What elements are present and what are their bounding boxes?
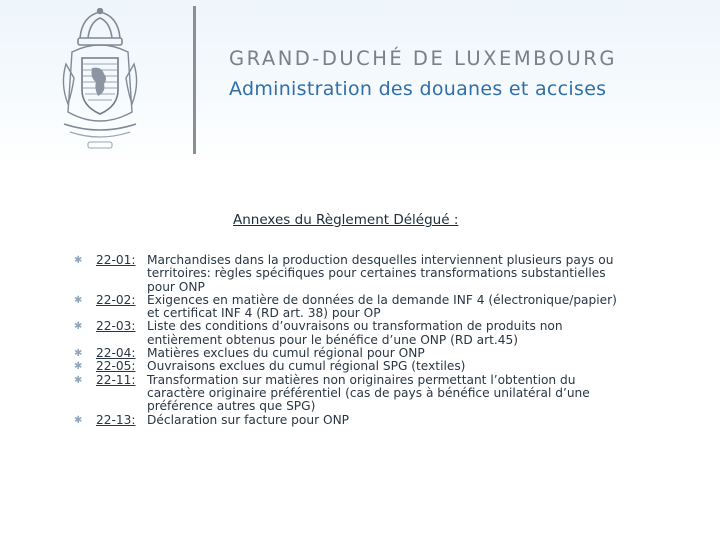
- annex-description-line: pour ONP: [147, 279, 205, 294]
- annex-description: [147, 320, 674, 347]
- annex-description-line: et certificat INF 4 (RD art. 38) pour OP: [147, 306, 381, 321]
- annex-item: [74, 254, 674, 294]
- annex-description: [147, 360, 674, 373]
- annex-description: [147, 374, 674, 414]
- annex-description: [147, 414, 674, 427]
- annex-description-line: caractère originaire préférentiel (cas de pays à bénéfice unilatéral d’une: [147, 385, 590, 400]
- annex-description-line: territoires: règles spécifiques pour certaines transformations substantielles: [147, 266, 606, 281]
- annex-description-line: Déclaration sur facture pour ONP: [147, 412, 350, 427]
- bullet-icon: ✱: [74, 374, 83, 386]
- annex-item: [74, 347, 674, 360]
- annex-list: [74, 254, 674, 427]
- annex-description-line: Marchandises dans la production desquelles interviennent plusieurs pays ou: [147, 253, 614, 267]
- section-title: Annexes du Règlement Délégué :: [233, 212, 459, 228]
- annex-description-line: Ouvraisons exclues du cumul régional SPG (textiles): [147, 359, 466, 374]
- annex-description-line: Liste des conditions d’ouvraisons ou transformation de produits non: [147, 319, 563, 334]
- annex-code-link[interactable]: 22-02:: [96, 292, 136, 307]
- bullet-icon: ✱: [74, 361, 83, 373]
- coat-of-arms-logo: [58, 8, 142, 154]
- annex-item: [74, 414, 674, 427]
- country-title: GRAND-DUCHÉ DE LUXEMBOURG: [229, 47, 617, 70]
- annex-description: [147, 294, 674, 321]
- annex-description-line: Transformation sur matières non originaires permettant l’obtention du: [147, 372, 576, 387]
- annex-description-line: Matières exclues du cumul régional pour ONP: [147, 346, 425, 361]
- annex-item: [74, 360, 674, 373]
- annex-code-link[interactable]: 22-11:: [96, 372, 136, 387]
- annex-item: [74, 320, 674, 347]
- annex-description-line: préférence autres que SPG): [147, 399, 316, 414]
- annex-item: [74, 374, 674, 414]
- bullet-icon: ✱: [74, 348, 83, 360]
- bullet-icon: ✱: [74, 294, 83, 306]
- bullet-icon: ✱: [74, 321, 83, 333]
- annex-code-link[interactable]: 22-05:: [96, 359, 136, 374]
- annex-code-link[interactable]: 22-01:: [96, 253, 136, 267]
- annex-item: [74, 294, 674, 321]
- bullet-icon: ✱: [74, 414, 83, 426]
- bullet-icon: ✱: [74, 255, 83, 266]
- annex-description-line: entièrement obtenus pour le bénéfice d’une ONP (RD art.45): [147, 332, 519, 347]
- annex-description: [147, 347, 674, 360]
- annex-code-link[interactable]: 22-04:: [96, 346, 136, 361]
- header-divider: [193, 6, 196, 154]
- administration-subtitle: Administration des douanes et accises: [229, 78, 607, 100]
- annex-description: [147, 254, 674, 294]
- annex-description-line: Exigences en matière de données de la demande INF 4 (électronique/papier): [147, 292, 617, 307]
- annex-code-link[interactable]: 22-03:: [96, 319, 136, 334]
- annex-code-link[interactable]: 22-13:: [96, 412, 136, 427]
